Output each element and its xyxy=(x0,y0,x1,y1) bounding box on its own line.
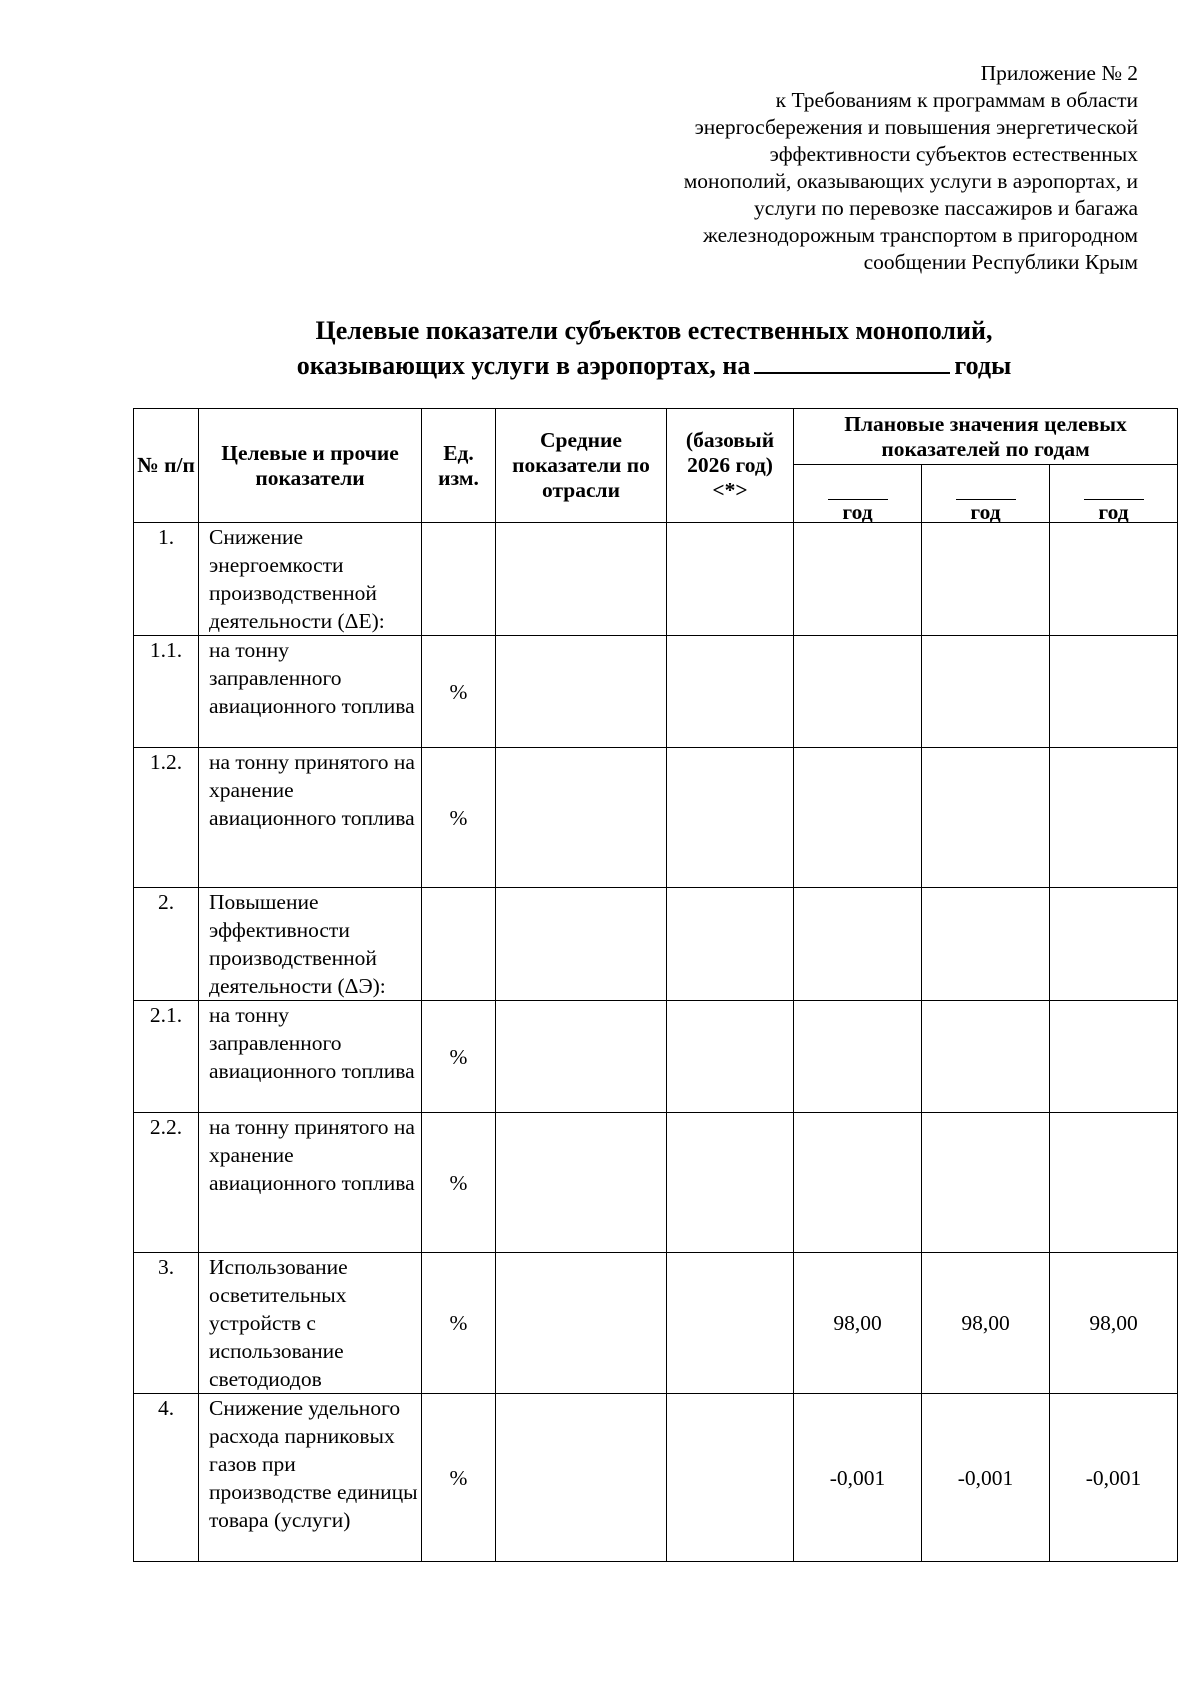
appendix-line: железнодорожным транспортом в пригородном xyxy=(703,223,1138,247)
appendix-line: монополий, оказывающих услуги в аэропортах, и xyxy=(683,169,1138,193)
row-unit: % xyxy=(422,636,496,748)
row-name: на тонну заправленного авиационного топлива xyxy=(199,636,422,748)
row-year-3 xyxy=(1050,888,1178,1001)
row-avg xyxy=(496,1253,667,1394)
row-year-2 xyxy=(922,1001,1050,1113)
appendix-line: эффективности субъектов естественных xyxy=(769,142,1138,166)
row-num: 2.1. xyxy=(134,1001,199,1113)
header-unit: Ед. изм. xyxy=(422,409,496,523)
row-name: на тонну принятого на хранение авиационного топлива xyxy=(199,748,422,888)
row-year-2 xyxy=(922,888,1050,1001)
row-year-1: 98,00 xyxy=(794,1253,922,1394)
row-unit: % xyxy=(422,1113,496,1253)
table-row xyxy=(134,1113,1178,1253)
row-name: Повышение эффективности производственной деятельности (ΔЭ): xyxy=(199,888,422,1001)
row-num: 4. xyxy=(134,1394,199,1562)
table-row xyxy=(134,523,1178,636)
row-year-1 xyxy=(794,888,922,1001)
row-base xyxy=(667,1113,794,1253)
row-avg xyxy=(496,1001,667,1113)
header-year-3: год xyxy=(1050,465,1178,523)
header-year-2: год xyxy=(922,465,1050,523)
indicators-table xyxy=(133,408,1178,1562)
row-year-1 xyxy=(794,523,922,636)
row-unit: % xyxy=(422,1394,496,1562)
row-name: Снижение удельного расхода парниковых газов при производстве единицы товара (услуги) xyxy=(199,1394,422,1562)
row-name: Использование осветительных устройств с использование светодиодов xyxy=(199,1253,422,1394)
row-num: 2. xyxy=(134,888,199,1001)
row-base xyxy=(667,1253,794,1394)
row-year-2: 98,00 xyxy=(922,1253,1050,1394)
row-avg xyxy=(496,1113,667,1253)
row-year-2 xyxy=(922,1113,1050,1253)
row-year-1 xyxy=(794,636,922,748)
row-base xyxy=(667,748,794,888)
table-row xyxy=(134,888,1178,1001)
document-title xyxy=(134,313,1174,383)
title-line-1: Целевые показатели субъектов естественных монополий, xyxy=(315,316,993,345)
row-num: 1.2. xyxy=(134,748,199,888)
row-year-3 xyxy=(1050,748,1178,888)
header-num: № п/п xyxy=(134,409,199,523)
table-row xyxy=(134,636,1178,748)
header-plan: Плановые значения целевых показателей по годам xyxy=(794,409,1178,465)
row-num: 3. xyxy=(134,1253,199,1394)
appendix-header xyxy=(578,60,1138,276)
row-year-3 xyxy=(1050,1001,1178,1113)
row-base xyxy=(667,1394,794,1562)
row-avg xyxy=(496,523,667,636)
row-unit: % xyxy=(422,1001,496,1113)
row-name: на тонну заправленного авиационного топлива xyxy=(199,1001,422,1113)
row-year-2: -0,001 xyxy=(922,1394,1050,1562)
row-year-1 xyxy=(794,748,922,888)
row-year-3 xyxy=(1050,636,1178,748)
appendix-line: к Требованиям к программам в области xyxy=(775,88,1138,112)
row-unit xyxy=(422,888,496,1001)
row-base xyxy=(667,636,794,748)
row-avg xyxy=(496,888,667,1001)
row-unit: % xyxy=(422,748,496,888)
title-line-2 xyxy=(134,348,1174,383)
appendix-line: энергосбережения и повышения энергетической xyxy=(694,115,1138,139)
row-year-3: 98,00 xyxy=(1050,1253,1178,1394)
row-year-3 xyxy=(1050,1113,1178,1253)
row-year-2 xyxy=(922,748,1050,888)
row-num: 1.1. xyxy=(134,636,199,748)
appendix-line: сообщении Республики Крым xyxy=(863,250,1138,274)
row-year-3 xyxy=(1050,523,1178,636)
row-num: 1. xyxy=(134,523,199,636)
row-name: на тонну принятого на хранение авиационного топлива xyxy=(199,1113,422,1253)
header-name: Целевые и прочие показатели xyxy=(199,409,422,523)
row-base xyxy=(667,523,794,636)
row-unit xyxy=(422,523,496,636)
header-year-1: год xyxy=(794,465,922,523)
row-avg xyxy=(496,636,667,748)
row-num: 2.2. xyxy=(134,1113,199,1253)
row-base xyxy=(667,1001,794,1113)
row-avg xyxy=(496,748,667,888)
table-row xyxy=(134,748,1178,888)
appendix-line: услуги по перевозке пассажиров и багажа xyxy=(754,196,1138,220)
header-base: (базовый 2026 год) <*> xyxy=(667,409,794,523)
row-year-1 xyxy=(794,1113,922,1253)
title-line-2-text: оказывающих услуги в аэропортах, на xyxy=(296,351,751,380)
row-unit: % xyxy=(422,1253,496,1394)
row-year-1 xyxy=(794,1001,922,1113)
years-blank-field xyxy=(754,348,950,374)
row-year-3: -0,001 xyxy=(1050,1394,1178,1562)
table-row xyxy=(134,1394,1178,1562)
row-base xyxy=(667,888,794,1001)
appendix-line: Приложение № 2 xyxy=(980,61,1138,85)
row-name: Снижение энергоемкости производственной деятельности (ΔЕ): xyxy=(199,523,422,636)
row-avg xyxy=(496,1394,667,1562)
row-year-2 xyxy=(922,523,1050,636)
row-year-1: -0,001 xyxy=(794,1394,922,1562)
table-row xyxy=(134,1253,1178,1394)
row-year-2 xyxy=(922,636,1050,748)
title-line-2-years: годы xyxy=(954,351,1012,380)
header-avg: Средние показатели по отрасли xyxy=(496,409,667,523)
table-row xyxy=(134,1001,1178,1113)
